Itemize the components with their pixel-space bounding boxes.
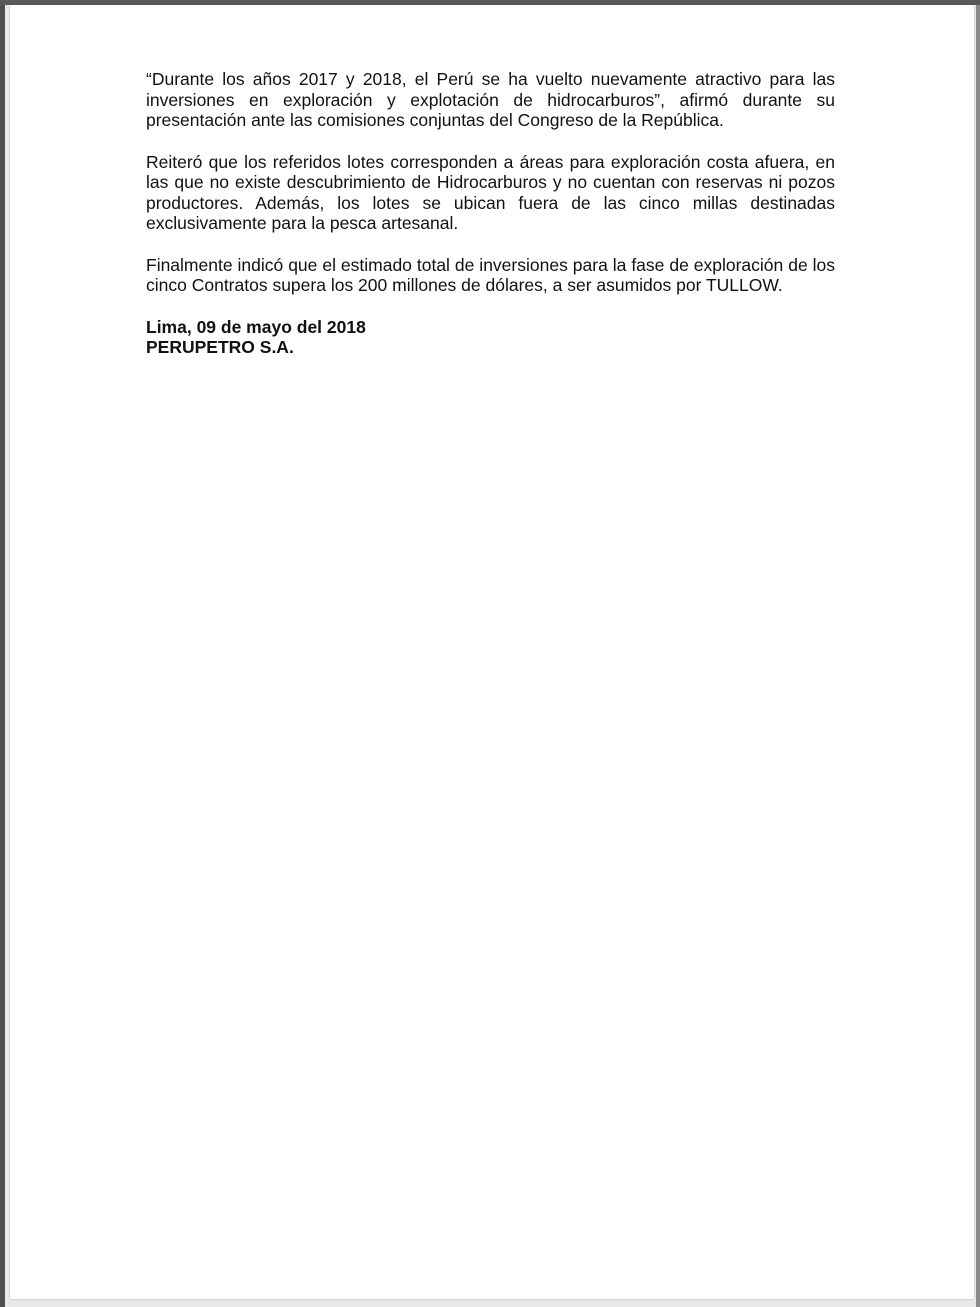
paragraph-quote: “Durante los años 2017 y 2018, el Perú se ha vuelto nuevamente atractivo para las inversiones en exploración y explotación de hidrocarburos”, afirmó durante su presentación ante las comisiones conjuntas del Congreso de la República. — [146, 69, 835, 130]
viewer-left-border — [0, 5, 5, 1307]
document-page — [10, 5, 974, 1299]
signature-organization: PERUPETRO S.A. — [146, 337, 294, 357]
viewer-right-border — [976, 5, 980, 1307]
paragraph-inversiones: Finalmente indicó que el estimado total de inversiones para la fase de exploración de los cinco Contratos supera los 200 millones de dólares, a ser asumidos por TULLOW. — [146, 254, 835, 295]
document-body — [146, 69, 835, 358]
signature-place-date: Lima, 09 de mayo del 2018 — [146, 316, 366, 337]
signature-block — [146, 317, 835, 358]
paragraph-lotes: Reiteró que los referidos lotes corresponden a áreas para exploración costa afuera, en las que no existe descubrimiento de Hidrocarburos y no cuentan con reservas ni pozos productores. Además, los lotes se ubican fuera de las cinco millas destinadas exclusivamente para la pesca artesanal. — [146, 151, 835, 233]
